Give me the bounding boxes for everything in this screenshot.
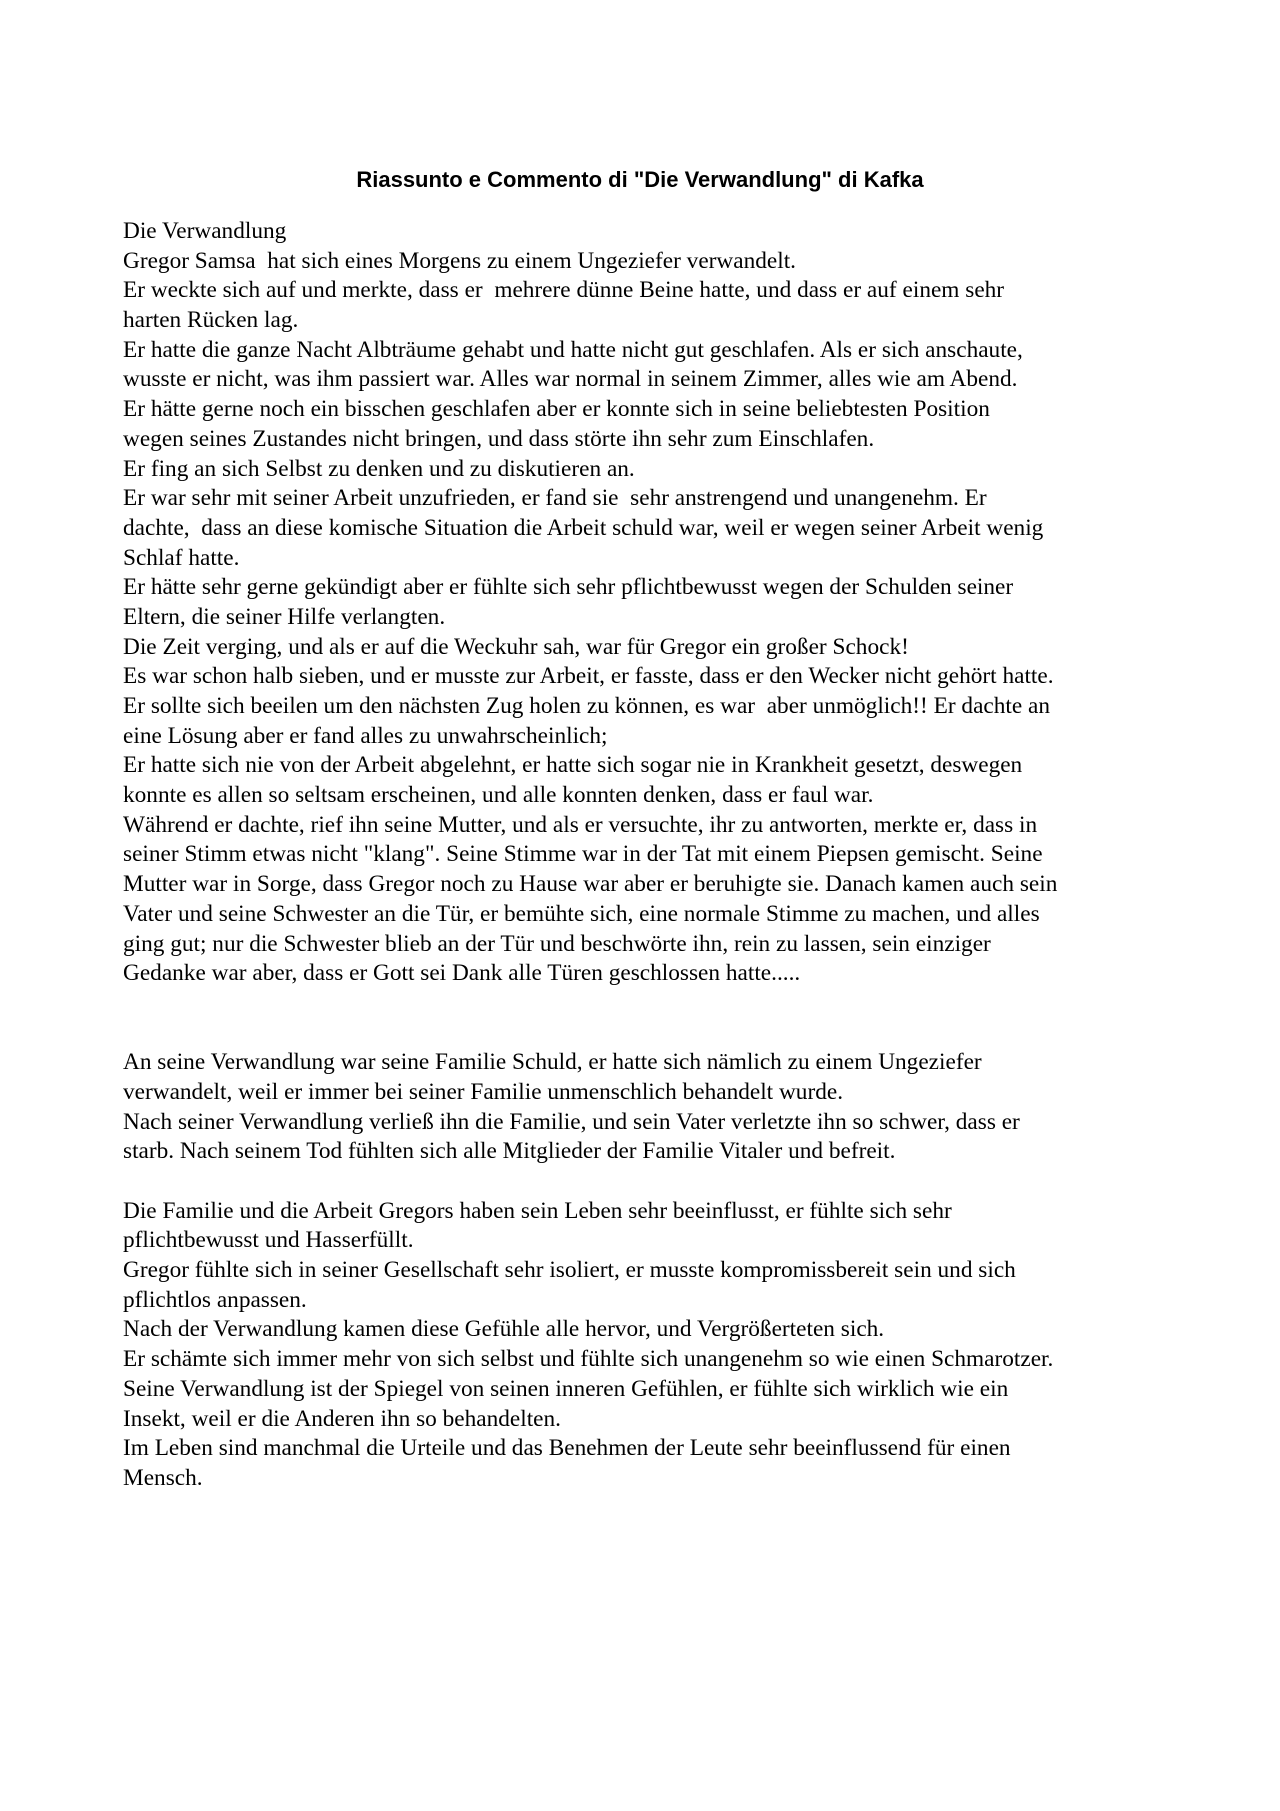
text-line: wusste er nicht, was ihm passiert war. Alles war normal in seinem Zimmer, alles wie am Abend. bbox=[123, 366, 1018, 393]
text-line: pflichtlos anpassen. bbox=[123, 1286, 307, 1313]
text-line: Gregor Samsa hat sich eines Morgens zu einem Ungeziefer verwandelt. bbox=[123, 247, 797, 274]
document-title: Riassunto e Commento di "Die Verwandlung" di Kafka bbox=[356, 167, 924, 192]
text-line: Die Familie und die Arbeit Gregors haben sein Leben sehr beeinflusst, er fühlte sich sehr bbox=[123, 1197, 952, 1224]
text-line: Er weckte sich auf und merkte, dass er mehrere dünne Beine hatte, und dass er auf einem sehr bbox=[123, 277, 1005, 304]
text-line: Mutter war in Sorge, dass Gregor noch zu Hause war aber er beruhigte sie. Danach kamen auch sein bbox=[123, 871, 1058, 898]
text-line: Die Zeit verging, und als er auf die Weckuhr sah, war für Gregor ein großer Schock! bbox=[123, 633, 909, 660]
paragraph-summary bbox=[123, 217, 1183, 989]
text-line: starb. Nach seinem Tod fühlten sich alle Mitglieder der Familie Vitaler und befreit. bbox=[123, 1138, 896, 1165]
text-line: Nach seiner Verwandlung verließ ihn die Familie, und sein Vater verletzte ihn so schwer, dass er bbox=[123, 1108, 1020, 1135]
text-line: pflichtbewusst und Hasserfüllt. bbox=[123, 1227, 414, 1254]
text-line: Vater und seine Schwester an die Tür, er bemühte sich, eine normale Stimme zu machen, und alles bbox=[123, 900, 1040, 927]
text-line: Eltern, die seiner Hilfe verlangten. bbox=[123, 603, 446, 630]
text-line: Die Verwandlung bbox=[123, 218, 287, 244]
text-line: Mensch. bbox=[123, 1464, 203, 1491]
document-body bbox=[123, 217, 1183, 1494]
text-line: Gedanke war aber, dass er Gott sei Dank alle Türen geschlossen hatte..... bbox=[123, 960, 801, 987]
text-line: Er hätte gerne noch ein bisschen geschlafen aber er konnte sich in seine beliebtesten Position bbox=[123, 396, 990, 423]
text-line: Seine Verwandlung ist der Spiegel von seinen inneren Gefühlen, er fühlte sich wirklich wie ein bbox=[123, 1375, 1009, 1402]
text-line: Gregor fühlte sich in seiner Gesellschaft sehr isoliert, er musste kompromissbereit sein und sich bbox=[123, 1257, 1016, 1284]
paragraph-reflection bbox=[123, 1197, 1183, 1494]
text-line: Er schämte sich immer mehr von sich selbst und fühlte sich unangenehm so wie einen Schmarotzer. bbox=[123, 1346, 1054, 1373]
text-line: wegen seines Zustandes nicht bringen, und dass störte ihn sehr zum Einschlafen. bbox=[123, 425, 875, 452]
text-line: Nach der Verwandlung kamen diese Gefühle alle hervor, und Vergrößerteten sich. bbox=[123, 1316, 885, 1343]
text-line: Während er dachte, rief ihn seine Mutter, und als er versuchte, ihr zu antworten, merkte er, dass in bbox=[123, 811, 1038, 838]
text-line: konnte es allen so seltsam erscheinen, und alle konnten denken, dass er faul war. bbox=[123, 782, 874, 809]
paragraph-commentary bbox=[123, 1048, 1183, 1167]
text-line: eine Lösung aber er fand alles zu unwahrscheinlich; bbox=[123, 722, 608, 749]
text-line: Im Leben sind manchmal die Urteile und das Benehmen der Leute sehr beeinflussend für einen bbox=[123, 1435, 1011, 1462]
paragraph-spacer bbox=[123, 1167, 1183, 1197]
text-line: An seine Verwandlung war seine Familie Schuld, er hatte sich nämlich zu einem Ungeziefer bbox=[123, 1049, 982, 1076]
text-line: ging gut; nur die Schwester blieb an der Tür und beschwörte ihn, rein zu lassen, sein einziger bbox=[123, 930, 991, 957]
text-line: dachte, dass an diese komische Situation die Arbeit schuld war, weil er wegen seiner Arbeit wenig bbox=[123, 514, 1044, 541]
text-line: Insekt, weil er die Anderen ihn so behandelten. bbox=[123, 1405, 561, 1432]
text-line: Er fing an sich Selbst zu denken und zu diskutieren an. bbox=[123, 455, 635, 482]
text-line: Es war schon halb sieben, und er musste zur Arbeit, er fasste, dass er den Wecker nicht gehört hatte. bbox=[123, 663, 1054, 690]
text-line: Er hatte sich nie von der Arbeit abgelehnt, er hatte sich sogar nie in Krankheit gesetzt, deswegen bbox=[123, 752, 1023, 779]
text-line: Er hätte sehr gerne gekündigt aber er fühlte sich sehr pflichtbewusst wegen der Schulden seiner bbox=[123, 574, 1014, 601]
text-line: Er hatte die ganze Nacht Albträume gehabt und hatte nicht gut geschlafen. Als er sich anschaute, bbox=[123, 336, 1023, 363]
text-line: Er war sehr mit seiner Arbeit unzufrieden, er fand sie sehr anstrengend und unangenehm. Er bbox=[123, 485, 987, 512]
text-line: Schlaf hatte. bbox=[123, 544, 240, 571]
paragraph-spacer bbox=[123, 989, 1183, 1048]
text-line: harten Rücken lag. bbox=[123, 307, 299, 334]
text-line: seiner Stimm etwas nicht "klang". Seine Stimme war in der Tat mit einem Piepsen gemischt. Seine bbox=[123, 841, 1043, 868]
text-line: verwandelt, weil er immer bei seiner Familie unmenschlich behandelt wurde. bbox=[123, 1078, 844, 1105]
text-line: Er sollte sich beeilen um den nächsten Zug holen zu können, es war aber unmöglich!! Er dachte an bbox=[123, 693, 1051, 719]
